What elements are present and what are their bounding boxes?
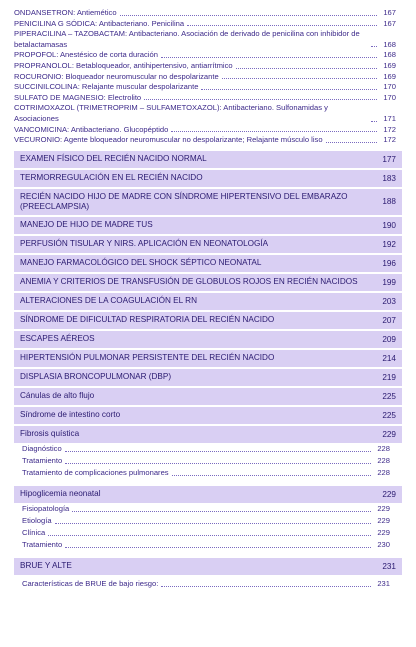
toc-entry-page: 231 [377, 578, 390, 588]
toc-entry[interactable] [14, 72, 396, 83]
section-page: 231 [382, 561, 396, 571]
section-bar[interactable] [14, 406, 402, 424]
fibrosis-subentries [14, 443, 396, 479]
toc-entry-page: 168 [383, 50, 396, 60]
leader-dots [371, 121, 377, 122]
section-page: 203 [382, 296, 396, 306]
section-page: 183 [382, 173, 396, 183]
toc-entry-page: 228 [377, 455, 390, 465]
toc-subentry[interactable] [22, 455, 390, 467]
leader-dots [144, 99, 377, 100]
section-page: 207 [382, 315, 396, 325]
toc-entry-text: SULFATO DE MAGNESIO: Electrolito [14, 92, 142, 102]
leader-dots [201, 89, 377, 90]
toc-subentry[interactable] [22, 515, 390, 527]
leader-dots [65, 547, 371, 548]
section-bar[interactable] [14, 273, 402, 291]
toc-entry[interactable] [14, 135, 396, 146]
leader-dots [55, 523, 371, 524]
section-title: RECIÉN NACIDO HIJO DE MADRE CON SÍNDROME HIPERTENSIVO DEL EMBARAZO (PREECLAMPSIA) [20, 191, 348, 211]
section-bar[interactable] [14, 387, 402, 405]
section-page: 219 [382, 372, 396, 382]
toc-entry-text: VANCOMICINA: Antibacteriano. Glucopéptido [14, 124, 169, 134]
section-title: Cánulas de alto flujo [20, 391, 95, 401]
leader-dots [371, 46, 377, 47]
toc-entry-text: ONDANSETRON: Antiemético [14, 8, 117, 17]
toc-entry-text: ROCURONIO: Bloqueador neuromuscular no despolarizante [14, 71, 219, 81]
toc-entry-text: Etiología [22, 515, 52, 525]
leader-dots [48, 535, 371, 536]
brue-subentries [14, 578, 396, 590]
toc-entry[interactable] [14, 8, 396, 19]
section-title: PERFUSIÓN TISULAR Y NIRS. APLICACIÓN EN NEONATOLOGÍA [20, 239, 269, 249]
toc-entry-text: Tratamiento de complicaciones pulmonares [22, 467, 169, 477]
section-page: 225 [382, 391, 396, 401]
leader-dots [161, 586, 371, 587]
leader-dots [222, 78, 377, 79]
leader-dots [236, 68, 377, 69]
section-title: MANEJO FARMACOLÓGICO DEL SHOCK SÉPTICO NEONATAL [20, 258, 262, 268]
section-bar[interactable] [14, 150, 402, 168]
section-page: 225 [382, 410, 396, 420]
toc-entry-page: 229 [377, 527, 390, 537]
section-bar[interactable] [14, 425, 402, 443]
section-page: 229 [382, 489, 396, 499]
section-title: MANEJO DE HIJO DE MADRE TUS [20, 220, 153, 230]
toc-subentry[interactable] [22, 527, 390, 539]
toc-entry-page: 168 [383, 39, 396, 49]
toc-subentry[interactable] [22, 539, 390, 551]
toc-entry-page: 228 [377, 467, 390, 477]
toc-subentry[interactable] [22, 443, 390, 455]
toc-entry-text: COTRIMOXAZOL (TRIMETROPRIM – SULFAMETOXAZOL): Antibacteriano. Sulfonamidas y Asociaciones [14, 103, 328, 123]
section-title: EXAMEN FÍSICO DEL RECIÉN NACIDO NORMAL [20, 154, 207, 164]
hipoglicemia-subentries [14, 503, 396, 551]
section-bar[interactable] [14, 169, 402, 187]
section-page: 177 [382, 154, 396, 164]
toc-entry-text: Características de BRUE de bajo riesgo: [22, 578, 159, 588]
toc-entry-page: 229 [377, 503, 390, 513]
section-page: 229 [382, 429, 396, 439]
leader-dots [65, 451, 371, 452]
section-bar[interactable] [14, 292, 402, 310]
section-bar[interactable] [14, 368, 402, 386]
section-page: 192 [382, 239, 396, 249]
toc-entry-text: VECURONIO: Agente bloqueador neuromuscular no despolarizante; Relajante músculo liso [14, 135, 323, 145]
toc-entry[interactable] [14, 19, 396, 30]
toc-entry-text: Tratamiento [22, 455, 63, 465]
toc-entry-text: PENICILINA G SÓDICA: Antibacteriano. Penicilina [14, 18, 185, 28]
section-title: Síndrome de intestino corto [20, 410, 121, 420]
toc-entry-page: 167 [383, 8, 396, 17]
toc-entry-text: PROPOFOL: Anestésico de corta duración [14, 50, 158, 60]
toc-subentry[interactable] [22, 503, 390, 515]
toc-entry[interactable] [14, 50, 396, 61]
leader-dots [161, 57, 377, 58]
section-page: 209 [382, 334, 396, 344]
toc-entry-page: 170 [383, 92, 396, 102]
toc-entry-page: 171 [383, 113, 396, 123]
toc-entry-page: 167 [383, 18, 396, 28]
toc-entry-text: Fisiopatología [22, 503, 70, 513]
section-title: ALTERACIONES DE LA COAGULACIÓN EL RN [20, 296, 197, 306]
toc-subentry[interactable] [22, 467, 390, 479]
leader-dots [120, 15, 377, 16]
section-bar[interactable] [14, 349, 402, 367]
section-title: Hipoglicemia neonatal [20, 489, 101, 499]
toc-entry-text: SUCCINILCOLINA: Relajante muscular despolarizante [14, 82, 199, 92]
toc-entry[interactable] [14, 82, 396, 93]
section-bar[interactable] [14, 235, 402, 253]
section-title: ESCAPES AÉREOS [20, 334, 95, 344]
toc-entry[interactable] [14, 103, 396, 124]
toc-entry-page: 228 [377, 443, 390, 453]
section-page: 190 [382, 220, 396, 230]
toc-entry[interactable] [14, 29, 396, 50]
drug-list [14, 8, 402, 146]
spacer [14, 146, 402, 149]
leader-dots [326, 142, 377, 143]
toc-entry[interactable] [14, 125, 396, 136]
section-title: HIPERTENSIÓN PULMONAR PERSISTENTE DEL RECIÉN NACIDO [20, 353, 275, 363]
section-bar[interactable] [14, 485, 402, 503]
leader-dots [65, 463, 371, 464]
section-title: TERMORREGULACIÓN EN EL RECIÉN NACIDO [20, 173, 203, 183]
toc-entry-page: 229 [377, 515, 390, 525]
section-title: SÍNDROME DE DIFICULTAD RESPIRATORIA DEL RECIÉN NACIDO [20, 315, 275, 325]
section-page: 188 [382, 197, 396, 207]
section-title: Fibrosis quística [20, 429, 80, 439]
toc-entry-text: PIPERACILINA – TAZOBACTAM: Antibacteriano. Asociación de derivado de penicilina con inhibidor de betalactamasas [14, 29, 360, 49]
section-page: 214 [382, 353, 396, 363]
section-bar[interactable] [14, 330, 402, 348]
toc-entry[interactable] [14, 93, 396, 104]
toc-entry-text: Clínica [22, 527, 46, 537]
section-bar[interactable] [14, 216, 402, 234]
section-bar[interactable] [14, 254, 402, 272]
toc-entry-text: Tratamiento [22, 539, 63, 549]
section-page: 196 [382, 258, 396, 268]
toc-entry-page: 172 [383, 135, 396, 145]
toc-entry-page: 170 [383, 82, 396, 92]
toc-entry-page: 169 [383, 71, 396, 81]
toc-entry-page: 172 [383, 124, 396, 134]
section-bar[interactable] [14, 557, 402, 575]
leader-dots [172, 475, 371, 476]
toc-entry[interactable] [14, 61, 396, 72]
toc-subentry[interactable] [22, 578, 390, 590]
section-title: DISPLASIA BRONCOPULMONAR (DBP) [20, 372, 172, 382]
section-bar[interactable] [14, 311, 402, 329]
section-title: BRUE Y ALTE [20, 561, 72, 571]
toc-entry-text: Diagnóstico [22, 443, 62, 453]
toc-entry-page: 230 [377, 539, 390, 549]
leader-dots [187, 25, 377, 26]
toc-entry-text: PROPRANOLOL: Betabloqueador, antihipertensivo, antiarrítmico [14, 60, 233, 70]
section-page: 199 [382, 277, 396, 287]
section-title: ANEMIA Y CRITERIOS DE TRANSFUSIÓN DE GLOBULOS ROJOS EN RECIÉN NACIDOS [20, 277, 358, 287]
toc-entry-page: 169 [383, 60, 396, 70]
leader-dots [72, 511, 371, 512]
leader-dots [171, 131, 377, 132]
section-bar[interactable] [14, 188, 402, 215]
